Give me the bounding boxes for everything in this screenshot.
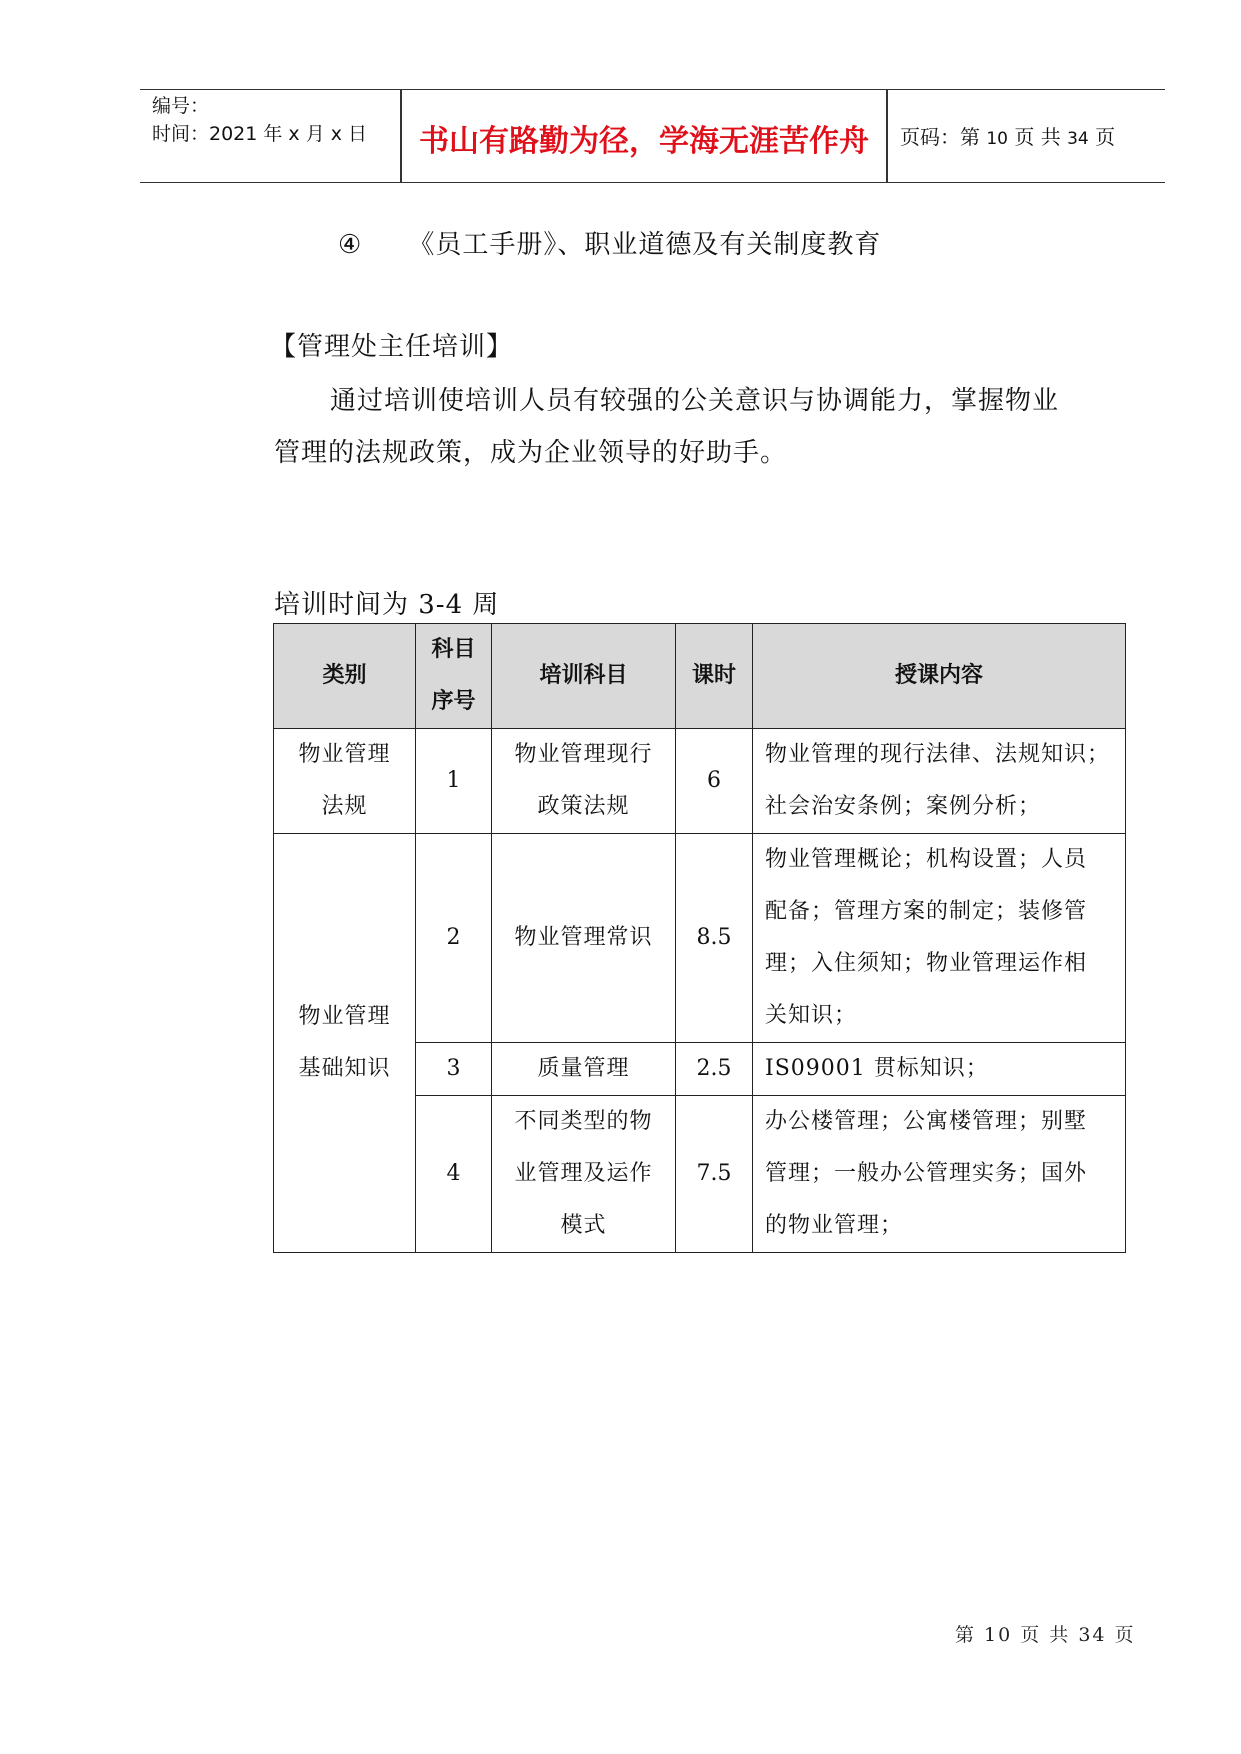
header-seq-line: 科目 (431, 637, 476, 662)
content-cell (753, 1043, 1126, 1096)
hours-cell: 8.5 (676, 834, 753, 1043)
paragraph-line: 管理的法规政策，成为企业领导的好助手。 (274, 438, 788, 468)
section-title: 【管理处主任培训】 (270, 332, 514, 362)
subject-line: 物业管理现行 (514, 742, 653, 767)
hours-cell: 6 (676, 729, 753, 834)
hours-cell: 7.5 (676, 1096, 753, 1253)
content-line: 物业管理概论；机构设置；人员 (765, 847, 1088, 872)
seq-cell: 3 (416, 1043, 492, 1096)
subject-line: 模式 (560, 1213, 607, 1238)
content-line: 办公楼管理；公寓楼管理；别墅 (765, 1109, 1088, 1134)
content-line: 配备；管理方案的制定；装修管 (765, 899, 1088, 924)
table-row (274, 729, 1126, 834)
content-cell (753, 1096, 1126, 1253)
hours-cell: 2.5 (676, 1043, 753, 1096)
content-line: 社会治安条例；案例分析； (765, 794, 1042, 819)
header-content: 授课内容 (753, 624, 1126, 729)
subject-cell (492, 1096, 676, 1253)
category-cell (274, 729, 416, 834)
category-cell (274, 834, 416, 1253)
content-line: IS09001 贯标知识； (765, 1056, 989, 1081)
content-line: 关知识； (765, 1003, 858, 1028)
content-cell (753, 834, 1126, 1043)
page-suffix: 页 (1095, 125, 1116, 149)
subject-cell (492, 729, 676, 834)
subject-line: 业管理及运作 (514, 1161, 653, 1186)
category-line: 法规 (321, 794, 368, 819)
serial-label: 编号： (152, 95, 210, 117)
table-header-row (274, 624, 1126, 729)
content-line: 的物业管理； (765, 1213, 904, 1238)
page-header (140, 89, 1165, 183)
category-line: 基础知识 (298, 1056, 391, 1081)
content-cell (753, 729, 1126, 834)
content-line: 物业管理的现行法律、法规知识； (765, 742, 1111, 767)
header-category: 类别 (274, 624, 416, 729)
subject-line: 不同类型的物 (514, 1109, 653, 1134)
header-subject: 培训科目 (492, 624, 676, 729)
category-line: 物业管理 (298, 1004, 391, 1029)
header-meta (152, 92, 367, 148)
header-seq-line: 序号 (431, 689, 476, 714)
content-line: 管理；一般办公管理实务；国外 (765, 1161, 1088, 1186)
content-line: 理；入住须知；物业管理运作相 (765, 951, 1088, 976)
category-line: 物业管理 (298, 742, 391, 767)
header-divider (886, 90, 888, 182)
item-text: 《员工手册》、职业道德及有关制度教育 (408, 230, 882, 260)
item-number: ④ (338, 230, 363, 260)
header-motto: 书山有路勤为径，学海无涯苦作舟 (419, 124, 869, 159)
page-mid: 页 共 (1014, 125, 1061, 149)
paragraph-line: 通过培训使培训人员有较强的公关意识与协调能力，掌握物业 (330, 386, 1060, 416)
page-prefix: 页码：第 (900, 125, 980, 149)
subject-line: 政策法规 (537, 794, 630, 819)
page-total: 34 (1067, 129, 1089, 149)
duration-caption: 培训时间为 3-4 周 (274, 590, 500, 620)
header-hours: 课时 (676, 624, 753, 729)
list-item-4 (338, 224, 881, 261)
header-page-number (900, 121, 1115, 150)
training-table (273, 623, 1126, 1253)
table-row (274, 834, 1126, 1043)
seq-cell: 4 (416, 1096, 492, 1253)
subject-cell: 物业管理常识 (492, 834, 676, 1043)
seq-cell: 1 (416, 729, 492, 834)
page-current: 10 (986, 129, 1008, 149)
page-footer: 第 10 页 共 34 页 (955, 1624, 1136, 1646)
seq-cell: 2 (416, 834, 492, 1043)
time-label: 时间：2021 年 x 月 x 日 (152, 123, 368, 145)
header-seq (416, 624, 492, 729)
subject-cell: 质量管理 (492, 1043, 676, 1096)
